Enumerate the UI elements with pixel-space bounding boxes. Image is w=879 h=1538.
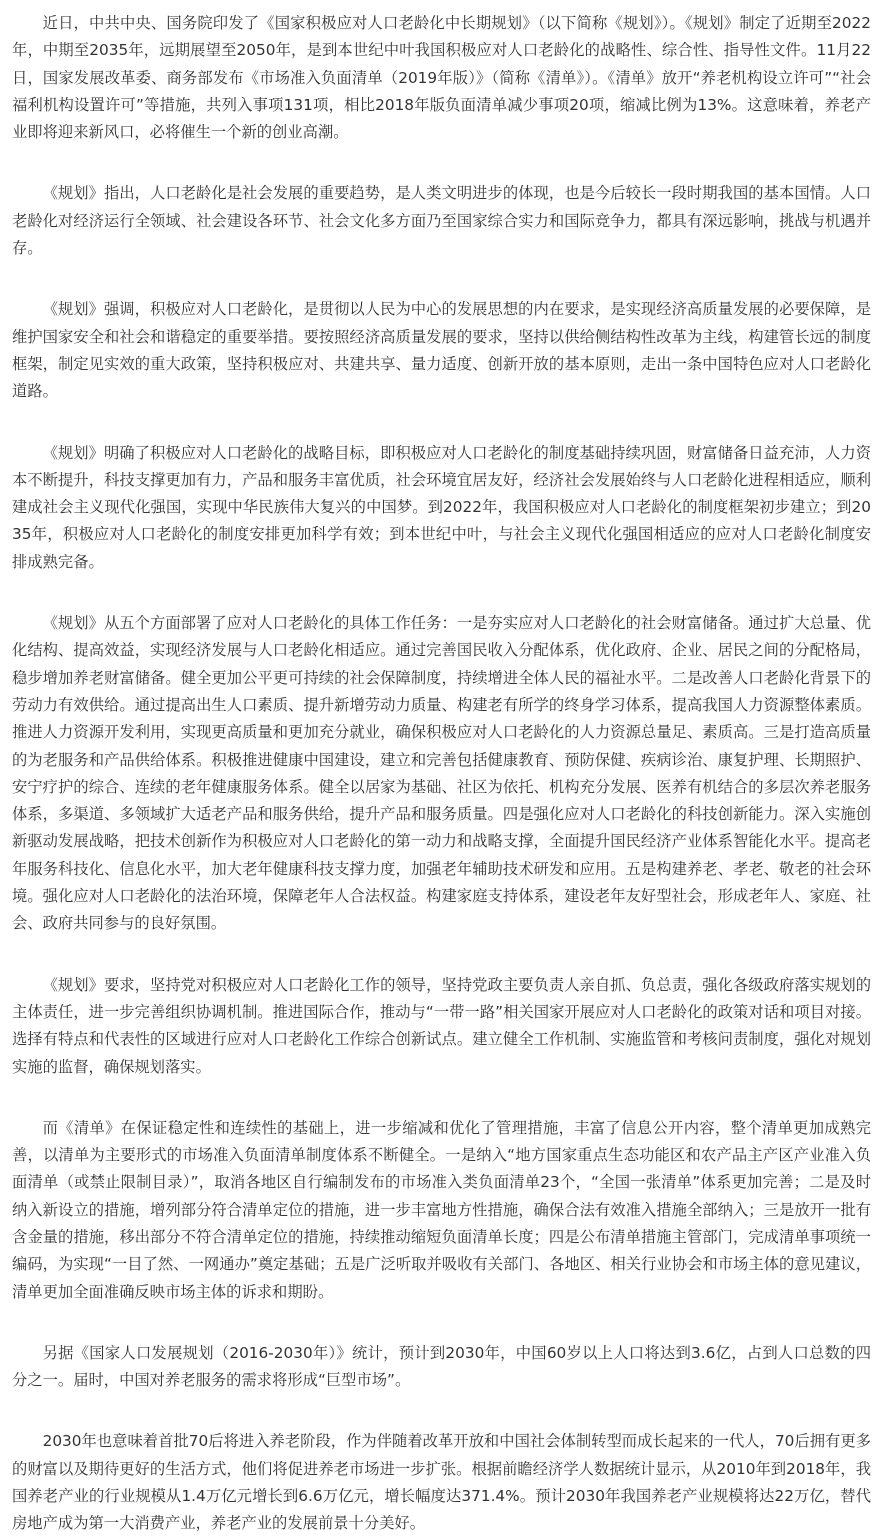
paragraph-five-tasks: 《规划》从五个方面部署了应对人口老龄化的具体工作任务：一是夯实应对人口老龄化的社会财富储备。通过扩大总量、优化结构、提高效益，实现经济发展与人口老龄化相适应。通过完善国民收入分配体系，优化政府、企业、居民之间的分配格局，稳步增加养老财富储备。健全更加公平更可持续的社会保障制度，持续增进全体人民的福祉水平。二是改善人口老龄化背景下的劳动力有效供给。通过提高出生人口素质、提升新增劳动力质量、构建老有所学的终身学习体系，提高我国人力资源整体素质。推进人力资源开发利用，实现更高质量和更加充分就业，确保积极应对人口老龄化的人力资源总量足、素质高。三是打造高质量的为老服务和产品供给体系。积极推进健康中国建设，建立和完善包括健康教育、预防保健、疾病诊治、康复护理、长期照护、安宁疗护的综合、连续的老年健康服务体系。健全以居家为基础、社区为依托、机构充分发展、医养有机结合的多层次养老服务体系，多渠道、多领域扩大适老产品和服务供给，提升产品和服务质量。四是强化应对人口老龄化的科技创新能力。深入实施创新驱动发展战略，把技术创新作为积极应对人口老龄化的第一动力和战略支撑，全面提升国民经济产业体系智能化水平。提高老年服务科技化、信息化水平，加大老年健康科技支撑力度，加强老年辅助技术研发和应用。五是构建养老、孝老、敬老的社会环境。强化应对人口老龄化的法治环境，保障老年人合法权益。构建家庭支持体系，建设老年友好型社会，形成老年人、家庭、社会、政府共同参与的良好氛围。 [12,614,871,933]
paragraph-plan-requirements: 《规划》要求，坚持党对积极应对人口老龄化工作的领导，坚持党政主要负责人亲自抓、负总责，强化各级政府落实规划的主体责任，进一步完善组织协调机制。推进国际合作，推动与“一带一路”相关国家开展应对人口老龄化的政策对话和项目对接。选择有特点和代表性的区域进行应对人口老龄化工作综合创新试点。建立健全工作机制、实施监管和考核问责制度，强化对规划实施的监督，确保规划落实。 [12,975,871,1076]
paragraph-strategic-goals: 《规划》明确了积极应对人口老龄化的战略目标，即积极应对人口老龄化的制度基础持续巩固，财富储备日益充沛，人力资本不断提升，科技支撑更加有力，产品和服务丰富优质，社会环境宜居友好，经济社会发展始终与人口老龄化进程相适应，顺利建成社会主义现代化强国，实现中华民族伟大复兴的中国梦。到2022年，我国积极应对人口老龄化的制度框架初步建立；到2035年，积极应对人口老龄化的制度安排更加科学有效；到本世纪中叶，与社会主义现代化强国相适应的应对人口老龄化制度安排成熟完备。 [12,443,871,571]
paragraph-aging-trend: 《规划》指出，人口老龄化是社会发展的重要趋势，是人类文明进步的体现，也是今后较长一段时期我国的基本国情。人口老龄化对经济运行全领域、社会建设各环节、社会文化多方面乃至国家综合实力和国际竞争力，都具有深远影响，挑战与机遇并存。 [12,184,871,258]
paragraph-negative-list: 而《清单》在保证稳定性和连续性的基础上，进一步缩减和优化了管理措施，丰富了信息公开内容，整个清单更加成熟完善，以清单为主要形式的市场准入负面清单制度体系不断健全。一是纳入“地方国家重点生态功能区和农产品主产区产业准入负面清单（或禁止限制目录）”，取消各地区自行编制发布的市场准入类负面清单23个，“全国一张清单”体系更加完善；二是及时纳入新设立的措施，增列部分符合清单定位的措施，进一步丰富地方性措施，确保合法有效准入措施全部纳入；三是放开一批有含金量的措施，移出部分不符合清单定位的措施，持续推动缩短负面清单长度；四是公布清单措施主管部门，完成清单事项统一编码，为实现“一目了然、一网通办”奠定基础；五是广泛听取并吸收有关部门、各地区、相关行业协会和市场主体的意见建议，清单更加全面准确反映市场主体的诉求和期盼。 [12,1118,871,1301]
paragraph-population-forecast: 另据《国家人口发展规划（2016-2030年）》统计，预计到2030年，中国60岁以上人口将达到3.6亿，占到人口总数的四分之一。届时，中国对养老服务的需求将形成“巨型市场”。 [12,1343,871,1390]
paragraph-plan-emphasis: 《规划》强调，积极应对人口老龄化，是贯彻以人民为中心的发展思想的内在要求，是实现经济高质量发展的必要保障，是维护国家安全和社会和谐稳定的重要举措。要按照经济高质量发展的要求，坚持以供给侧结构性改革为主线，构建管长远的制度框架，制定见实效的重大政策，坚持积极应对、共建共享、量力适度、创新开放的基本原则，走出一条中国特色应对人口老龄化道路。 [12,300,871,401]
paragraph-industry-outlook: 2030年也意味着首批70后将进入养老阶段，作为伴随着改革开放和中国社会体制转型而成长起来的一代人，70后拥有更多的财富以及期待更好的生活方式，他们将促进养老市场进一步扩张。根据前瞻经济学人数据统计显示，从2010年到2018年，我国养老产业的行业规模从1.4万亿元增长到6.6万亿元，增长幅度达371.4%。预计2030年我国养老产业规模将达22万亿，替代房地产成为第一大消费产业，养老产业的发展前景十分美好。 [12,1432,871,1533]
paragraph-intro: 近日，中共中央、国务院印发了《国家积极应对人口老龄化中长期规划》（以下简称《规划》）。《规划》制定了近期至2022年，中期至2035年，远期展望至2050年，是到本世纪中叶我国积极应对人口老龄化的战略性、综合性、指导性文件。11月22日，国家发展改革委、商务部发布《市场准入负面清单（2019年版）》（简称《清单》）。《清单》放开“养老机构设立许可”“社会福利机构设置许可”等措施，共列入事项131项，相比2018年版负面清单减少事项20项，缩减比例为13%。这意味着，养老产业即将迎来新风口，必将催生一个新的创业高潮。 [12,14,871,142]
